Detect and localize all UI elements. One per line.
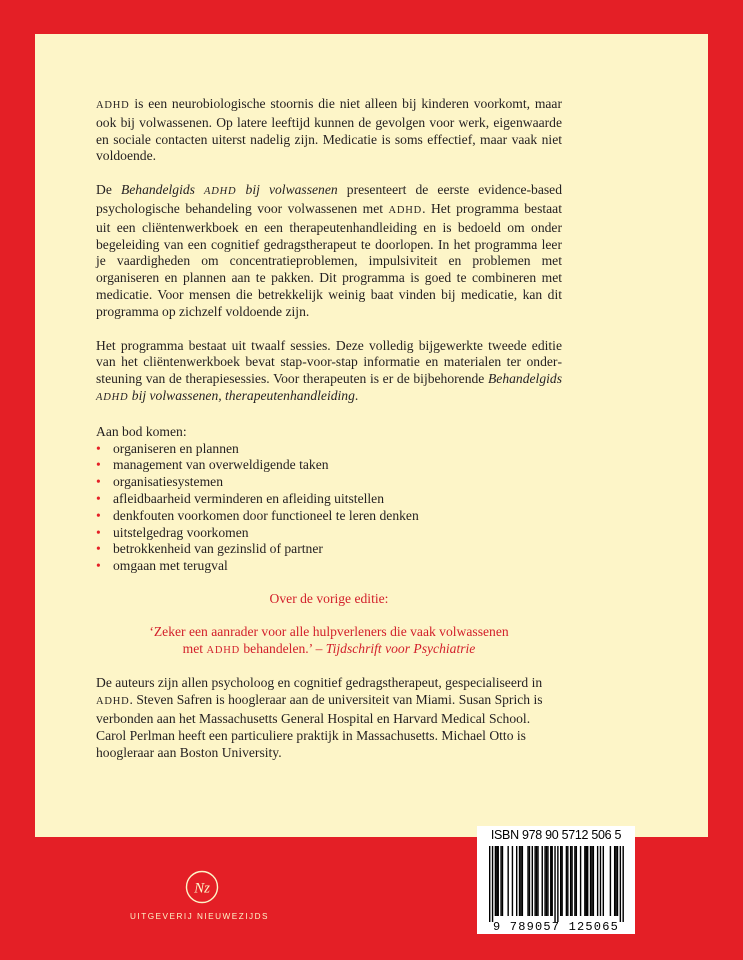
barcode-bar xyxy=(529,846,530,916)
barcode-bar xyxy=(550,846,551,916)
barcode-bar xyxy=(532,846,533,916)
authors-paragraph: De auteurs zijn allen psycholoog en cognitief gedragstherapeut, gespecialiseerd in ADHD. Steven Safren is hoogleraar aan de universiteit van Miami. Susan Sprich is verbonden aan het Massachusetts General Hospital en Harvard Medical School. Carol Perlman heeft een particuliere praktijk in Massachusetts. Michael Otto is hoogleraar aan Boston University. xyxy=(96,675,543,760)
barcode-bar xyxy=(591,846,592,916)
barcode-bar xyxy=(495,846,496,916)
review-quote: ‘Zeker een aanrader voor alle hulpverleners die vaak volwassenen met ADHD behandelen.’ – Tijdschrift voor Psychiatrie xyxy=(149,623,509,656)
publisher-name: UITGEVERIJ NIEUWEZIJDS xyxy=(130,912,269,921)
barcode-bar xyxy=(590,846,591,916)
topics-list xyxy=(96,441,562,575)
description-mid: presenteert de eerste evidence-based psychologische behandeling voor volwassenen met xyxy=(96,182,562,216)
barcode-bar xyxy=(571,846,572,916)
barcode-bar xyxy=(593,846,594,916)
bullet-icon: • xyxy=(96,474,101,490)
list-item: • organiseren en plannen xyxy=(96,440,239,456)
barcode-bar xyxy=(546,846,547,916)
barcode xyxy=(477,844,635,934)
barcode-bar xyxy=(507,846,508,916)
barcode-bar xyxy=(587,846,588,916)
isbn-label: ISBN 978 90 5712 506 5 xyxy=(490,828,622,842)
bullet-icon: • xyxy=(96,507,101,523)
intro-abbr: ADHD xyxy=(96,100,130,111)
barcode-bar xyxy=(570,846,571,916)
barcode-bar xyxy=(489,846,490,922)
barcode-bar xyxy=(580,846,581,916)
list-item: • uitstelgedrag voorkomen xyxy=(96,524,249,540)
barcode-bar xyxy=(557,846,558,922)
book-title: Behandelgids ADHD bij volwassenen xyxy=(120,182,338,198)
barcode-bar xyxy=(567,846,568,916)
topics-heading: Aan bod komen: xyxy=(96,423,187,439)
barcode-bar xyxy=(527,846,528,916)
intro-text: is een neurobiologische stoornis die niet alleen bij kinderen voorkomt, maar ook bij volwassenen. Op latere leeftijd kunnen de gevolgen voor werk, eigenwaarde en sociale contacten uiterst nadelig zijn. Medicatie is soms effectief, maar vaak niet voldoende. xyxy=(96,96,562,164)
barcode-bar xyxy=(586,846,587,916)
companion-book-title: Behandelgids ADHD bij volwassenen, therapeutenhandleiding xyxy=(96,371,562,403)
authors-abbr: ADHD xyxy=(96,696,130,708)
description-pre: De xyxy=(96,182,121,198)
list-item: • betrokkenheid van gezinslid of partner xyxy=(96,541,323,557)
bullet-icon: • xyxy=(96,490,101,506)
barcode-bar xyxy=(496,846,497,916)
publisher-logo xyxy=(130,868,294,921)
list-item: • afleidbaarheid verminderen en afleiding uitstellen xyxy=(96,490,385,506)
barcode-bar xyxy=(551,846,552,916)
bullet-icon: • xyxy=(96,524,101,540)
barcode-bar xyxy=(512,846,513,916)
barcode-bar xyxy=(554,846,555,922)
quote-source: Tijdschrift voor Psychiatrie xyxy=(325,640,476,656)
barcode-bar xyxy=(522,846,523,916)
barcode-bar xyxy=(576,846,577,916)
description-paragraph xyxy=(96,182,562,320)
barcode-bar xyxy=(620,846,621,922)
barcode-bar xyxy=(610,846,611,916)
description-abbr: ADHD xyxy=(388,204,423,216)
barcode-bar xyxy=(622,846,623,922)
barcode-bar xyxy=(615,846,616,916)
barcode-bar xyxy=(561,846,562,916)
list-item: • management van overweldigende taken xyxy=(96,457,329,473)
back-cover-text xyxy=(96,96,562,778)
program-text: Het programma bestaat uit twaalf sessies. Deze volledig bijgewerkte tweede editie van het cliëntenwerkboek bevat stap-voor-stap informatie en materialen ter ondersteuning van de therapiesessies. Voor therapeuten is er de bijbehorende xyxy=(96,337,562,387)
barcode-box xyxy=(477,826,635,934)
barcode-bar xyxy=(498,846,499,916)
barcode-bar xyxy=(566,846,567,916)
barcode-bar xyxy=(560,846,561,916)
barcode-bar xyxy=(520,846,521,916)
barcode-bar xyxy=(600,846,601,916)
barcode-bar xyxy=(500,846,501,916)
intro-paragraph xyxy=(96,96,562,165)
barcode-bar xyxy=(547,846,548,916)
barcode-bar xyxy=(492,846,493,922)
barcode-bar xyxy=(502,846,503,916)
bullet-icon: • xyxy=(96,457,101,473)
barcode-bar xyxy=(519,846,520,916)
list-item: • denkfouten voorkomen door functioneel te leren denken xyxy=(96,507,419,523)
barcode-bar xyxy=(584,846,585,916)
barcode-bar xyxy=(534,846,535,916)
description-rest: . Het programma bestaat uit een cliëntenwerkboek en een therapeutenhandleiding en is bedoeld om onder begeleiding van een cognitief gedragstherapeut te doorlopen. In het programma leer je vaardigheden om concentratieproblemen, impulsiviteit en problemen met organiseren en plannen aan te pakken. Dit programma is goed te combineren met medicatie. Voor mensen die betrekkelijk weinig baat vinden bij medicatie, kan dit programma op zichzelf voldoende zijn. xyxy=(96,200,562,319)
barcode-bar xyxy=(542,846,543,916)
program-paragraph: Het programma bestaat uit twaalf sessies. Deze volledig bijgewerkte tweede editie van het cliëntenwerkboek bevat stap-voor-stap informatie en materialen ter ondersteuning van de therapiesessies. Voor therapeuten is er de bijbehorende Behandelgids ADHD bij volwassenen, therapeutenhandleiding. xyxy=(96,337,562,403)
publisher-monogram-icon xyxy=(184,868,220,906)
barcode-bar xyxy=(537,846,538,916)
barcode-bar xyxy=(574,846,575,916)
previous-edition-heading: Over de vorige editie: xyxy=(269,590,389,606)
barcode-bar xyxy=(516,846,517,916)
bullet-icon: • xyxy=(96,440,101,456)
barcode-bar xyxy=(597,846,598,916)
bullet-icon: • xyxy=(96,558,101,574)
barcode-bar xyxy=(617,846,618,916)
list-item: • omgaan met terugval xyxy=(96,558,228,574)
barcode-bar xyxy=(603,846,604,916)
list-item: • organisatiesystemen xyxy=(96,474,223,490)
barcode-bar xyxy=(536,846,537,916)
barcode-bar xyxy=(544,846,545,916)
barcode-bar xyxy=(614,846,615,916)
publisher-monogram: Nz xyxy=(194,880,210,897)
bullet-icon: • xyxy=(96,541,101,557)
barcode-digits: 9 789057 125065 xyxy=(492,920,620,934)
